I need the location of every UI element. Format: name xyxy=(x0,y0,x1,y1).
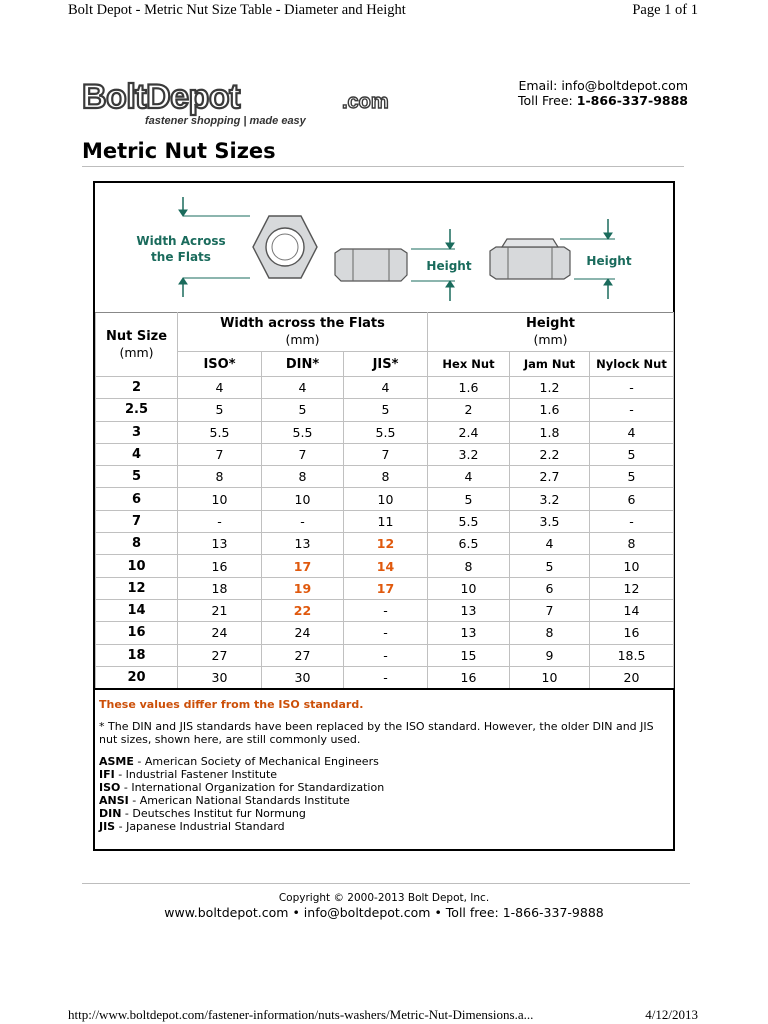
cell-nut-size: 8 xyxy=(96,533,178,555)
cell-din-differs: 19 xyxy=(262,577,344,599)
table-row xyxy=(96,466,674,488)
cell-iso: 21 xyxy=(178,599,262,621)
cell-jis-differs: 17 xyxy=(344,577,428,599)
table-row xyxy=(96,577,674,599)
cell-iso: 7 xyxy=(178,443,262,465)
contact-info xyxy=(518,78,688,108)
table-row xyxy=(96,377,674,399)
header-din: DIN* xyxy=(262,352,344,377)
nut-size-panel xyxy=(93,181,675,851)
cell-hex-height: 10 xyxy=(428,577,510,599)
table-row xyxy=(96,666,674,689)
cell-jam-height: 3.5 xyxy=(510,510,590,532)
cell-nylock-height: 20 xyxy=(590,666,674,689)
header-hex-nut: Hex Nut xyxy=(428,352,510,377)
cell-hex-height: 13 xyxy=(428,599,510,621)
nylock-nut-side-view xyxy=(490,239,570,279)
cell-din: 13 xyxy=(262,533,344,555)
abbreviation-item: ASME - American Society of Mechanical Engineers xyxy=(99,755,379,768)
cell-nut-size: 4 xyxy=(96,443,178,465)
cell-din: 5.5 xyxy=(262,421,344,443)
nut-dimension-diagram xyxy=(95,183,673,311)
boltdepot-logo[interactable] xyxy=(82,78,412,128)
cell-hex-height: 6.5 xyxy=(428,533,510,555)
cell-nut-size: 2 xyxy=(96,377,178,399)
nut-size-table xyxy=(95,312,674,690)
cell-jam-height: 1.2 xyxy=(510,377,590,399)
copyright-notice: Copyright © 2000-2013 Bolt Depot, Inc. xyxy=(278,892,490,904)
pdf-footer-date: 4/12/2013 xyxy=(645,1007,698,1022)
cell-iso: 10 xyxy=(178,488,262,510)
cell-nylock-height: 5 xyxy=(590,443,674,465)
cell-nylock-height: 8 xyxy=(590,533,674,555)
table-row xyxy=(96,399,674,421)
cell-hex-height: 2 xyxy=(428,399,510,421)
cell-din: 24 xyxy=(262,622,344,644)
cell-jam-height: 2.7 xyxy=(510,466,590,488)
cell-hex-height: 5 xyxy=(428,488,510,510)
cell-nut-size: 5 xyxy=(96,466,178,488)
cell-jis: - xyxy=(344,622,428,644)
header-width-across-flats: Width across the Flats (mm) xyxy=(178,313,428,352)
abbreviation-item: DIN - Deutsches Institut fur Normung xyxy=(99,807,306,820)
cell-din: 8 xyxy=(262,466,344,488)
cell-din-differs: 17 xyxy=(262,555,344,577)
header-iso: ISO* xyxy=(178,352,262,377)
din-jis-footnote: * The DIN and JIS standards have been replaced by the ISO standard. However, the older DIN and JIS nut sizes, shown here, are still commonly used. xyxy=(99,720,654,746)
cell-nylock-height: 14 xyxy=(590,599,674,621)
cell-jam-height: 9 xyxy=(510,644,590,666)
svg-text:.com: .com xyxy=(342,91,389,113)
table-notes xyxy=(99,698,667,833)
cell-jam-height: 6 xyxy=(510,577,590,599)
page-title: Metric Nut Sizes xyxy=(82,139,276,163)
hex-nut-side-view xyxy=(335,249,407,281)
cell-iso: 30 xyxy=(178,666,262,689)
cell-nut-size: 10 xyxy=(96,555,178,577)
nylock-height-label: Height xyxy=(586,254,632,268)
width-label-line-2: the Flats xyxy=(151,250,211,264)
cell-hex-height: 4 xyxy=(428,466,510,488)
cell-hex-height: 5.5 xyxy=(428,510,510,532)
cell-nut-size: 7 xyxy=(96,510,178,532)
table-row xyxy=(96,488,674,510)
cell-jam-height: 10 xyxy=(510,666,590,689)
footer-divider xyxy=(82,883,690,884)
cell-iso: 5 xyxy=(178,399,262,421)
cell-nylock-height: - xyxy=(590,377,674,399)
contact-tollfree: Toll Free: 1-866-337-9888 xyxy=(517,93,688,108)
cell-din: 30 xyxy=(262,666,344,689)
cell-hex-height: 1.6 xyxy=(428,377,510,399)
cell-nut-size: 16 xyxy=(96,622,178,644)
abbreviation-item: ANSI - American National Standards Institute xyxy=(99,794,350,807)
cell-nut-size: 12 xyxy=(96,577,178,599)
cell-jis: 5.5 xyxy=(344,421,428,443)
cell-hex-height: 15 xyxy=(428,644,510,666)
table-row xyxy=(96,644,674,666)
title-divider xyxy=(82,166,684,167)
pdf-header-title: Bolt Depot - Metric Nut Size Table - Diameter and Height xyxy=(68,2,406,18)
cell-jis: 8 xyxy=(344,466,428,488)
abbreviation-item: JIS - Japanese Industrial Standard xyxy=(99,820,285,833)
cell-iso: 13 xyxy=(178,533,262,555)
cell-nut-size: 2.5 xyxy=(96,399,178,421)
header-jis: JIS* xyxy=(344,352,428,377)
cell-iso: 5.5 xyxy=(178,421,262,443)
cell-jis: 7 xyxy=(344,443,428,465)
contact-email[interactable]: Email: info@boltdepot.com xyxy=(518,78,688,93)
cell-jam-height: 1.8 xyxy=(510,421,590,443)
cell-iso: 27 xyxy=(178,644,262,666)
cell-nylock-height: 6 xyxy=(590,488,674,510)
cell-jam-height: 5 xyxy=(510,555,590,577)
hex-nut-top-view xyxy=(253,216,317,278)
cell-din: 7 xyxy=(262,443,344,465)
cell-iso: - xyxy=(178,510,262,532)
cell-din: 10 xyxy=(262,488,344,510)
cell-jam-height: 4 xyxy=(510,533,590,555)
abbreviation-list xyxy=(99,755,667,833)
cell-jam-height: 8 xyxy=(510,622,590,644)
abbreviation-item: IFI - Industrial Fastener Institute xyxy=(99,768,278,781)
svg-text:fastener shopping | made eas: fastener shopping | made easy xyxy=(145,115,306,127)
header-nut-size: Nut Size (mm) xyxy=(96,313,178,377)
cell-nylock-height: 12 xyxy=(590,577,674,599)
pdf-page-number: Page 1 of 1 xyxy=(632,2,698,18)
cell-iso: 4 xyxy=(178,377,262,399)
table-header-row-2 xyxy=(96,352,674,377)
cell-din: - xyxy=(262,510,344,532)
cell-hex-height: 2.4 xyxy=(428,421,510,443)
cell-din: 5 xyxy=(262,399,344,421)
table-header-row-1 xyxy=(96,313,674,352)
cell-nylock-height: 18.5 xyxy=(590,644,674,666)
table-row xyxy=(96,421,674,443)
cell-jis: 5 xyxy=(344,399,428,421)
cell-nylock-height: - xyxy=(590,510,674,532)
pdf-footer-url[interactable]: http://www.boltdepot.com/fastener-information/nuts-washers/Metric-Nut-Dimensions.a... xyxy=(68,1007,534,1022)
cell-hex-height: 8 xyxy=(428,555,510,577)
cell-nylock-height: - xyxy=(590,399,674,421)
table-row xyxy=(96,555,674,577)
hex-height-label: Height xyxy=(426,259,472,273)
cell-nylock-height: 5 xyxy=(590,466,674,488)
cell-din: 4 xyxy=(262,377,344,399)
cell-nut-size: 20 xyxy=(96,666,178,689)
cell-jis: 4 xyxy=(344,377,428,399)
cell-nylock-height: 16 xyxy=(590,622,674,644)
cell-din-differs: 22 xyxy=(262,599,344,621)
width-label-line-1: Width Across xyxy=(136,234,226,248)
cell-iso: 18 xyxy=(178,577,262,599)
table-row xyxy=(96,622,674,644)
cell-jis: 10 xyxy=(344,488,428,510)
table-row xyxy=(96,533,674,555)
cell-jam-height: 1.6 xyxy=(510,399,590,421)
cell-jis: - xyxy=(344,599,428,621)
abbreviation-item: ISO - International Organization for Standardization xyxy=(99,781,385,794)
cell-din: 27 xyxy=(262,644,344,666)
cell-nylock-height: 4 xyxy=(590,421,674,443)
header-nylock-nut: Nylock Nut xyxy=(590,352,674,377)
cell-jam-height: 2.2 xyxy=(510,443,590,465)
cell-jam-height: 3.2 xyxy=(510,488,590,510)
cell-jis-differs: 14 xyxy=(344,555,428,577)
cell-nylock-height: 10 xyxy=(590,555,674,577)
cell-hex-height: 16 xyxy=(428,666,510,689)
header-jam-nut: Jam Nut xyxy=(510,352,590,377)
footer-contact-links[interactable]: www.boltdepot.com • info@boltdepot.com • Toll free: 1-866-337-9888 xyxy=(164,905,604,920)
header-height: Height (mm) xyxy=(428,313,674,352)
cell-nut-size: 18 xyxy=(96,644,178,666)
cell-iso: 16 xyxy=(178,555,262,577)
cell-nut-size: 14 xyxy=(96,599,178,621)
cell-nut-size: 3 xyxy=(96,421,178,443)
table-row xyxy=(96,443,674,465)
cell-nut-size: 6 xyxy=(96,488,178,510)
cell-hex-height: 13 xyxy=(428,622,510,644)
differs-from-iso-note: These values differ from the ISO standard. xyxy=(99,698,364,711)
cell-jam-height: 7 xyxy=(510,599,590,621)
table-row xyxy=(96,510,674,532)
cell-jis: 11 xyxy=(344,510,428,532)
cell-jis: - xyxy=(344,666,428,689)
table-row xyxy=(96,599,674,621)
cell-jis: - xyxy=(344,644,428,666)
cell-jis-differs: 12 xyxy=(344,533,428,555)
svg-text:BoltDepot: BoltDepot xyxy=(82,78,240,116)
cell-iso: 24 xyxy=(178,622,262,644)
cell-iso: 8 xyxy=(178,466,262,488)
cell-hex-height: 3.2 xyxy=(428,443,510,465)
